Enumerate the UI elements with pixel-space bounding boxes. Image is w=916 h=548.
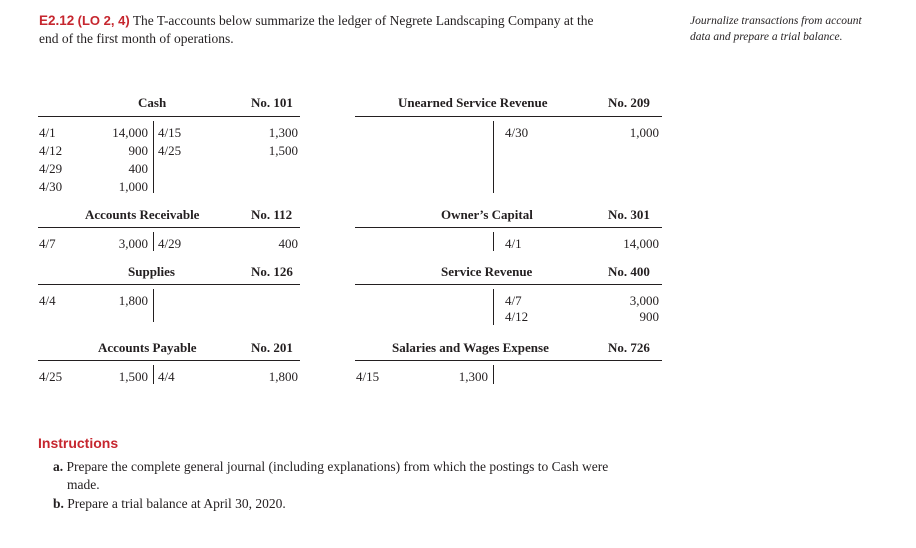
service-credit-date: 4/12 bbox=[505, 309, 529, 324]
ar-debit-date: 4/7 bbox=[39, 236, 56, 251]
unearned-credit-date: 4/30 bbox=[505, 125, 529, 140]
cash-debit-date: 4/12 bbox=[39, 143, 63, 158]
account-title-owners-capital: Owner’s Capital bbox=[441, 207, 533, 222]
t-account-divider bbox=[153, 365, 154, 384]
account-title-accounts-receivable: Accounts Receivable bbox=[85, 207, 200, 222]
t-account-top-line bbox=[355, 284, 662, 285]
problem-intro bbox=[39, 13, 594, 29]
t-account-divider bbox=[153, 121, 154, 193]
intro-line-2: end of the first month of operations. bbox=[39, 31, 234, 46]
unearned-credit-amount: 1,000 bbox=[629, 125, 659, 140]
capital-credit-date: 4/1 bbox=[505, 236, 522, 251]
instruction-b bbox=[53, 496, 286, 512]
t-account-divider bbox=[493, 121, 494, 193]
cash-credit-amount: 1,300 bbox=[268, 125, 298, 140]
account-title-cash: Cash bbox=[138, 95, 167, 110]
t-account-top-line bbox=[355, 116, 662, 117]
cash-debit-amount: 400 bbox=[128, 161, 148, 176]
capital-credit-amount: 14,000 bbox=[623, 236, 659, 251]
salaries-debit-date: 4/15 bbox=[356, 369, 380, 384]
service-credit-amount: 900 bbox=[639, 309, 659, 324]
cash-credit-amount: 1,500 bbox=[268, 143, 298, 158]
account-title-service-revenue: Service Revenue bbox=[441, 264, 533, 279]
account-title-unearned-service-revenue: Unearned Service Revenue bbox=[398, 95, 548, 110]
supplies-debit-amount: 1,800 bbox=[118, 293, 148, 308]
instruction-a bbox=[53, 459, 608, 475]
t-account-divider bbox=[493, 365, 494, 384]
instruction-a-continued: made. bbox=[67, 477, 100, 492]
ap-credit-amount: 1,800 bbox=[268, 369, 298, 384]
account-no-accounts-payable: No. 201 bbox=[251, 340, 293, 355]
side-note-line-1: Journalize transactions from account bbox=[690, 15, 862, 27]
account-no-supplies: No. 126 bbox=[251, 264, 293, 279]
cash-debit-date: 4/30 bbox=[39, 179, 63, 194]
account-title-salaries-and-wages-expense: Salaries and Wages Expense bbox=[392, 340, 549, 355]
ap-debit-amount: 1,500 bbox=[118, 369, 148, 384]
cash-debit-amount: 900 bbox=[128, 143, 148, 158]
instruction-b-text: Prepare a trial balance at April 30, 2020. bbox=[67, 496, 286, 511]
account-no-service-revenue: No. 400 bbox=[608, 264, 650, 279]
intro-line-1: The T-accounts below summarize the ledger of Negrete Landscaping Company at the bbox=[132, 13, 594, 28]
t-account-divider bbox=[153, 232, 154, 251]
t-account-top-line bbox=[355, 227, 662, 228]
t-account-top-line bbox=[38, 227, 300, 228]
account-no-salaries-and-wages-expense: No. 726 bbox=[608, 340, 650, 355]
ar-credit-date: 4/29 bbox=[158, 236, 182, 251]
instruction-b-label: b. bbox=[53, 496, 64, 511]
account-title-supplies: Supplies bbox=[128, 264, 175, 279]
cash-debit-amount: 14,000 bbox=[112, 125, 148, 140]
ar-credit-amount: 400 bbox=[278, 236, 298, 251]
service-credit-amount: 3,000 bbox=[629, 293, 659, 308]
ar-debit-amount: 3,000 bbox=[118, 236, 148, 251]
t-account-top-line bbox=[38, 284, 300, 285]
salaries-debit-amount: 1,300 bbox=[458, 369, 488, 384]
t-account-divider bbox=[153, 289, 154, 322]
problem-code: E2.12 bbox=[39, 13, 75, 28]
ap-credit-date: 4/4 bbox=[158, 369, 175, 384]
account-no-owners-capital: No. 301 bbox=[608, 207, 650, 222]
t-account-divider bbox=[493, 289, 494, 325]
t-account-top-line bbox=[38, 360, 300, 361]
supplies-debit-date: 4/4 bbox=[39, 293, 56, 308]
t-account-top-line bbox=[38, 116, 300, 117]
side-note-line-2: data and prepare a trial balance. bbox=[690, 31, 843, 43]
cash-debit-amount: 1,000 bbox=[118, 179, 148, 194]
account-no-unearned-service-revenue: No. 209 bbox=[608, 95, 650, 110]
t-account-divider bbox=[493, 232, 494, 251]
cash-debit-date: 4/1 bbox=[39, 125, 56, 140]
service-credit-date: 4/7 bbox=[505, 293, 522, 308]
t-account-top-line bbox=[355, 360, 662, 361]
account-title-accounts-payable: Accounts Payable bbox=[98, 340, 197, 355]
ap-debit-date: 4/25 bbox=[39, 369, 63, 384]
instruction-a-label: a. bbox=[53, 459, 64, 474]
account-no-accounts-receivable: No. 112 bbox=[251, 207, 293, 222]
cash-credit-date: 4/25 bbox=[158, 143, 182, 158]
cash-debit-date: 4/29 bbox=[39, 161, 63, 176]
learning-objective: (LO 2, 4) bbox=[77, 13, 130, 28]
account-no-cash: No. 101 bbox=[251, 95, 293, 110]
instructions-heading: Instructions bbox=[38, 435, 119, 451]
instruction-a-text: Prepare the complete general journal (including explanations) from which the postings to Cash were bbox=[66, 459, 609, 474]
cash-credit-date: 4/15 bbox=[158, 125, 182, 140]
